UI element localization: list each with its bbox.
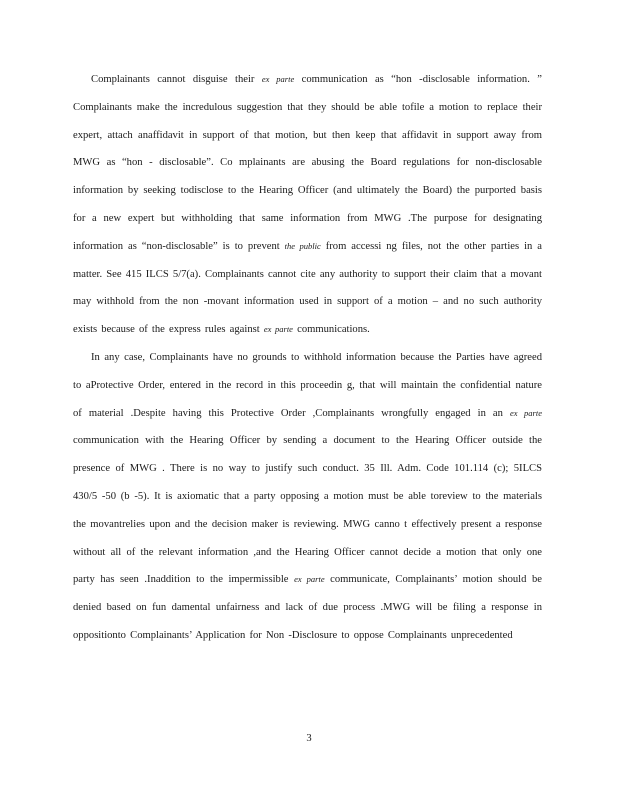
paragraph-text: communication as “hon -disclosable information. ” Complainants make the incredulous suggestion that they should be able tofile a motion to replace their expert, attach anaffidavit in support of that motion, but then keep that affidavit in support away from MWG as “hon - disclosable”. Co mplainants are abusing the Board regulations for non-disclosable information by seeking todisclose to the Hearing Officer (and ultimately the Board) the purported basis for a new expert but withholding that same information from MWG .The purpose for designating information as “non-disclosable” is to prevent bbox=[73, 74, 542, 252]
paragraph-text: Complainants cannot disguise their bbox=[91, 74, 262, 85]
page-number: 3 bbox=[306, 733, 312, 744]
paragraph-text: communicate, Complainants’ motion should be denied based on fun damental unfairness and lack of due process .MWG will be filing a response in oppositionto Complainants’ Application for Non -Disclosure to oppose Complainants unprecedented bbox=[73, 574, 542, 641]
paragraph-text: from accessi ng files, not the other parties in a matter. See 415 ILCS 5/7(a). Complainants cannot cite any authority to support their claim that a movant may withhold from the non -movant information used in support of a motion – and no such authority exists because of the express rules against bbox=[73, 240, 542, 336]
italic-term: ex parte bbox=[509, 407, 542, 418]
paragraph-text: In any case, Complainants have no grounds to withhold information because the Parties have agreed to aProtective Order, entered in the record in this proceedin g, that will maintain the confidential nature of material .Despite having this Protective Order ,Complainants wrongfully engaged in an bbox=[73, 351, 542, 419]
document-body bbox=[73, 66, 542, 650]
italic-term: the public bbox=[284, 240, 321, 251]
italic-term: ex parte bbox=[261, 74, 295, 84]
italic-term: ex parte bbox=[263, 324, 293, 335]
paragraph bbox=[73, 66, 542, 344]
paragraph-text: communication with the Hearing Officer by sending a document to the Hearing Officer outside the presence of MWG . There is no way to justify such conduct. 35 Ill. Adm. Code 101.114 (c); 5ILCS 430/5 -50 (b -5). It is axiomatic that a party opposing a motion must be able toreview to the materials the movantrelies upon and the decision maker is reviewing. MWG canno t effectively present a response without all of the relevant information ,and the Hearing Officer cannot decide a motion that only one party has seen .Inaddition to the impermissible bbox=[73, 435, 542, 586]
italic-term: ex parte bbox=[294, 574, 325, 585]
paragraph bbox=[73, 344, 542, 650]
paragraph-text: communications. bbox=[292, 324, 370, 336]
